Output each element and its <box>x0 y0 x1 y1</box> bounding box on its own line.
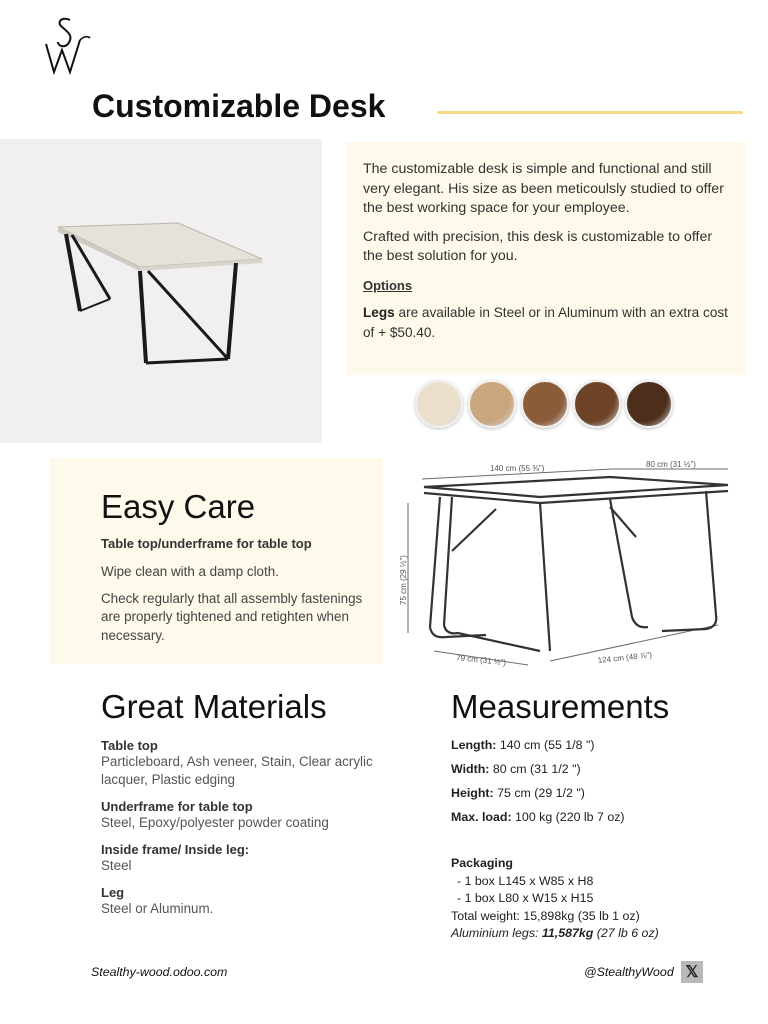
x-twitter-icon[interactable]: 𝕏 <box>681 961 703 983</box>
packaging-heading: Packaging <box>451 856 513 870</box>
easy-care-subheading: Table top/underframe for table top <box>101 536 312 551</box>
measurement-value: 140 cm (55 1/8 ") <box>496 738 595 752</box>
easy-care-box <box>49 458 383 664</box>
wood-swatch-espresso-icon[interactable] <box>625 380 673 428</box>
material-label: Underframe for table top <box>101 799 253 814</box>
measurement-label: Height: <box>451 786 494 800</box>
diagram-label-width: 80 cm (31 ½") <box>646 460 696 469</box>
options-heading: Options <box>363 277 413 293</box>
wood-swatch-walnut-icon[interactable] <box>521 380 569 428</box>
aluminium-weight-value: 11,587kg <box>541 926 594 941</box>
material-value: Steel or Aluminum. <box>101 901 214 916</box>
material-label: Table top <box>101 738 158 753</box>
material-value: Steel, Epoxy/polyester powder coating <box>101 815 329 830</box>
diagram-label-base-length: 124 cm (48 ⅞") <box>597 650 653 665</box>
sw-monogram-logo-icon <box>40 14 96 78</box>
material-label: Inside frame/ Inside leg: <box>101 842 250 857</box>
measurements-heading: Measurements <box>451 688 670 725</box>
measurement-label: Length: <box>451 738 497 752</box>
packaging-box-1: - 1 box L145 x W85 x H8 <box>457 873 594 888</box>
measurement-value: 75 cm (29 1/2 ") <box>493 786 585 800</box>
dimension-diagram <box>400 455 745 675</box>
measurement-value: 100 kg (220 lb 7 oz) <box>511 810 625 824</box>
material-item <box>101 738 401 789</box>
wood-swatch-oak-icon[interactable] <box>468 380 516 428</box>
material-label: Leg <box>101 885 125 900</box>
easy-care-line-2: Check regularly that all assembly fastenings are properly tightened and retighten when necessary. <box>101 590 363 643</box>
aluminium-label: Aluminium legs: <box>451 926 542 941</box>
description-box <box>346 142 746 375</box>
legs-label: Legs <box>363 305 395 320</box>
legs-option-text <box>363 303 728 342</box>
wood-swatch-dark-walnut-icon[interactable] <box>573 380 621 428</box>
measurement-row <box>451 786 751 800</box>
aluminium-weight-rest: (27 lb 6 oz) <box>593 926 659 941</box>
easy-care-heading: Easy Care <box>101 488 256 525</box>
wood-finish-swatches <box>415 380 677 430</box>
website-link[interactable]: Stealthy-wood.odoo.com <box>91 965 228 979</box>
diagram-label-length: 140 cm (55 ⅜") <box>490 464 545 473</box>
wood-swatch-light-ash-icon[interactable] <box>415 380 463 428</box>
diagram-label-base-width: 79 cm (31 ½") <box>455 653 507 668</box>
description-paragraph-2: Crafted with precision, this desk is customizable to offer the best solution for you. <box>363 228 713 264</box>
material-item <box>101 799 401 832</box>
packaging-block <box>451 855 751 943</box>
measurements-section <box>451 688 751 943</box>
material-value: Steel <box>101 858 132 873</box>
diagram-label-height: 75 cm (29 ½") <box>399 555 408 605</box>
desk-photo <box>0 139 322 443</box>
measurement-value: 80 cm (31 1/2 ") <box>489 762 581 776</box>
measurement-label: Width: <box>451 762 490 776</box>
social-handle-link[interactable]: @StealthyWood <box>584 965 674 979</box>
measurement-label: Max. load: <box>451 810 512 824</box>
title-accent-rule <box>437 111 743 114</box>
material-item <box>101 842 401 875</box>
materials-section <box>101 688 401 928</box>
materials-heading: Great Materials <box>101 688 327 725</box>
easy-care-line-1: Wipe clean with a damp cloth. <box>101 564 279 579</box>
page-title: Customizable Desk <box>92 88 386 124</box>
desk-illustration <box>0 139 322 443</box>
material-item <box>101 885 401 918</box>
aluminium-weight <box>451 925 751 943</box>
measurement-row <box>451 762 751 776</box>
material-value: Particleboard, Ash veneer, Stain, Clear acrylic lacquer, Plastic edging <box>101 754 373 787</box>
measurement-row <box>451 738 751 752</box>
measurement-row <box>451 810 751 824</box>
packaging-box-2: - 1 box L80 x W15 x H15 <box>457 891 594 906</box>
description-paragraph-1: The customizable desk is simple and functional and still very elegant. His size as been meticoulsly studied to offer the best working space for your employee. <box>363 161 724 216</box>
legs-detail: are available in Steel or in Aluminum with an extra cost of + $50.40. <box>363 305 728 340</box>
total-weight: Total weight: 15,898kg (35 lb 1 oz) <box>451 908 640 923</box>
